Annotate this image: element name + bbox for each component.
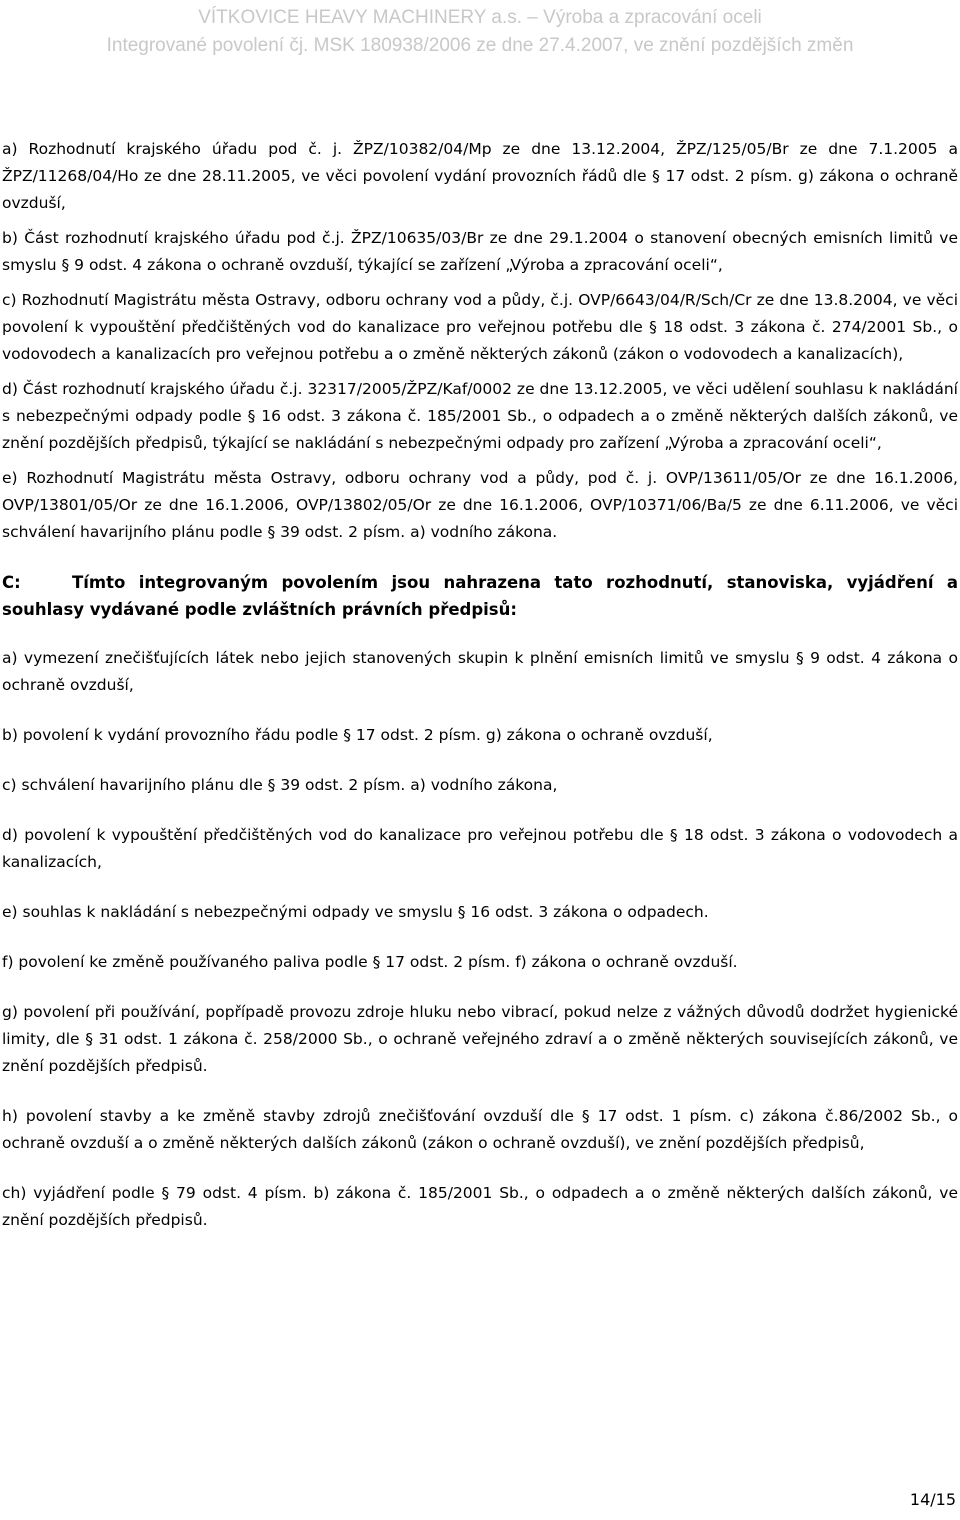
paragraph-c-e: e) souhlas k nakládání s nebezpečnými odpady ve smyslu § 16 odst. 3 zákona o odpadech. [2, 903, 709, 921]
paragraph-c-ch: ch) vyjádření podle § 79 odst. 4 písm. b) zákona č. 185/2001 Sb., o odpadech a o změně některých dalších zákonů, ve znění pozdějších předpisů. [2, 1184, 958, 1229]
page-number: 14/15 [909, 1490, 956, 1509]
paragraph-c-b: b) povolení k vydání provozního řádu podle § 17 odst. 2 písm. g) zákona o ochraně ovzduší, [2, 726, 713, 744]
paragraph-c-g: g) povolení při používání, popřípadě provozu zdroje hluku nebo vibrací, pokud nelze z vážných důvodů dodržet hygienické limity, dle § 31 odst. 1 zákona č. 258/2000 Sb., o ochraně veřejného zdraví a o změně některých souvisejících zákonů, ve znění pozdějších předpisů. [2, 1003, 958, 1075]
paragraph-c-h: h) povolení stavby a ke změně stavby zdrojů znečišťování ovzduší dle § 17 odst. 1 písm. c) zákona č.86/2002 Sb., o ochraně ovzduší a o změně některých dalších zákonů (zákon o ochraně ovzduší), ve znění pozdějších předpisů, [2, 1107, 958, 1152]
document-body [2, 136, 958, 1257]
paragraph-b-a: a) Rozhodnutí krajského úřadu pod č. j. ŽPZ/10382/04/Mp ze dne 13.12.2004, ŽPZ/125/05/Br ze dne 7.1.2005 a ŽPZ/11268/04/Ho ze dne 28.11.2005, ve věci povolení vydání provozních řádů dle § 17 odst. 2 písm. g) zákona o ochraně ovzduší, [2, 140, 958, 212]
document-header [0, 4, 960, 60]
paragraph-b-b: b) Část rozhodnutí krajského úřadu pod č.j. ŽPZ/10635/03/Br ze dne 29.1.2004 o stanovení obecných emisních limitů ve smyslu § 9 odst. 4 zákona o ochraně ovzduší, týkající se zařízení „Výroba a zpracování oceli“, [2, 229, 958, 274]
paragraph-c-d: d) povolení k vypouštění předčištěných vod do kanalizace pro veřejnou potřebu dle § 18 odst. 3 zákona o vodovodech a kanalizacích, [2, 826, 958, 871]
header-permit-line: Integrované povolení čj. MSK 180938/2006 ze dne 27.4.2007, ve znění pozdějších změn [106, 35, 854, 56]
section-c-title: Tímto integrovaným povolením jsou nahrazena tato rozhodnutí, stanoviska, vyjádření a souhlasy vydávané podle zvláštních právních předpisů: [2, 573, 958, 619]
paragraph-c-a: a) vymezení znečišťujících látek nebo jejich stanovených skupin k plnění emisních limitů ve smyslu § 9 odst. 4 zákona o ochraně ovzduší, [2, 649, 958, 694]
paragraph-b-d: d) Část rozhodnutí krajského úřadu č.j. 32317/2005/ŽPZ/Kaf/0002 ze dne 13.12.2005, ve věci udělení souhlasu k nakládání s nebezpečnými odpady podle § 16 odst. 3 zákona č. 185/2001 Sb., o odpadech a o změně některých dalších zákonů, ve znění pozdějších předpisů, týkající se nakládání s nebezpečnými odpady pro zařízení „Výroba a zpracování oceli“, [2, 380, 958, 452]
paragraph-c-c: c) schválení havarijního plánu dle § 39 odst. 2 písm. a) vodního zákona, [2, 776, 558, 794]
paragraph-b-c: c) Rozhodnutí Magistrátu města Ostravy, odboru ochrany vod a půdy, č.j. OVP/6643/04/R/Sch/Cr ze dne 13.8.2004, ve věci povolení k vypouštění předčištěných vod do kanalizace pro veřejnou potřebu dle § 18 odst. 3 zákona č. 274/2001 Sb., o vodovodech a kanalizacích pro veřejnou potřebu a o změně některých zákonů (zákon o vodovodech a kanalizacích), [2, 291, 958, 363]
paragraph-c-f: f) povolení ke změně používaného paliva podle § 17 odst. 2 písm. f) zákona o ochraně ovzduší. [2, 953, 738, 971]
section-c-label: C: [2, 573, 21, 592]
paragraph-b-e: e) Rozhodnutí Magistrátu města Ostravy, odboru ochrany vod a půdy, pod č. j. OVP/13611/05/Or ze dne 16.1.2006, OVP/13801/05/Or ze dne 16.1.2006, OVP/13802/05/Or ze dne 16.1.2006, OVP/10371/06/Ba/5 ze dne 6.11.2006, ve věci schválení havarijního plánu podle § 39 odst. 2 písm. a) vodního zákona. [2, 469, 958, 541]
section-c-heading [2, 569, 958, 623]
header-company-line: VÍTKOVICE HEAVY MACHINERY a.s. – Výroba a zpracování oceli [198, 7, 762, 28]
